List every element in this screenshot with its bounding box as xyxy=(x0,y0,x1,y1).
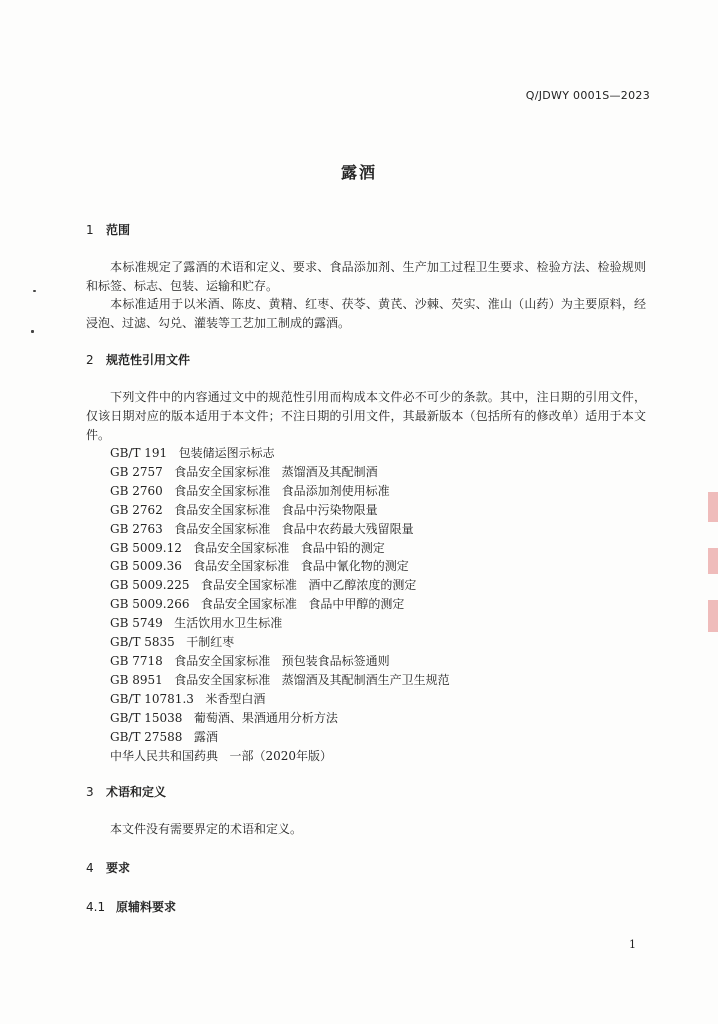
section-4-1-heading xyxy=(86,898,176,915)
reference-item: GB 2757 食品安全国家标准 蒸馏酒及其配制酒 xyxy=(110,464,378,479)
paragraph-text: 本标准规定了露酒的术语和定义、要求、食品添加剂、生产加工过程卫生要求、检验方法、检验规则和标签、标志、包装、运输和贮存。 xyxy=(86,260,646,293)
section-title: 规范性引用文件 xyxy=(106,353,191,367)
reference-list xyxy=(110,444,450,765)
section-4-heading xyxy=(86,859,130,876)
section-number: 4 xyxy=(86,861,94,875)
section-number: 1 xyxy=(86,223,94,237)
section-title: 要求 xyxy=(106,861,131,875)
section-title: 范围 xyxy=(106,223,131,237)
reference-item: GB 8951 食品安全国家标准 蒸馏酒及其配制酒生产卫生规范 xyxy=(110,672,450,687)
reference-item: GB/T 15038 葡萄酒、果酒通用分析方法 xyxy=(110,710,338,725)
reference-item: GB/T 5835 干制红枣 xyxy=(110,635,235,650)
reference-item: GB/T 27588 露酒 xyxy=(110,729,218,744)
stamp-edge-mark xyxy=(708,492,718,522)
reference-item: GB/T 191 包装储运图示标志 xyxy=(110,446,275,460)
stamp-edge-mark xyxy=(708,600,718,632)
stamp-edge-mark xyxy=(708,548,718,574)
reference-item: GB/T 10781.3 米香型白酒 xyxy=(110,691,266,706)
section-number: 4.1 xyxy=(86,900,106,914)
paragraph-text: 本文件没有需要界定的术语和定义。 xyxy=(110,822,303,836)
section-number: 2 xyxy=(86,353,94,367)
section-title: 原辅料要求 xyxy=(116,900,177,914)
section-title: 术语和定义 xyxy=(106,785,167,799)
reference-item: GB 2762 食品安全国家标准 食品中污染物限量 xyxy=(110,502,378,517)
reference-item: GB 5749 生活饮用水卫生标准 xyxy=(110,616,283,631)
section-number: 3 xyxy=(86,785,94,799)
page-number: 1 xyxy=(629,938,636,951)
section-2-heading xyxy=(86,351,190,368)
section-1-heading xyxy=(86,221,130,238)
scan-speck xyxy=(31,330,34,333)
paragraph-text: 本标准适用于以米酒、陈皮、黄精、红枣、茯苓、黄芪、沙棘、芡实、淮山（山药）为主要原料，经浸泡、过滤、勾兑、灌装等工艺加工制成的露酒。 xyxy=(86,297,646,330)
reference-item: GB 7718 食品安全国家标准 预包装食品标签通则 xyxy=(110,653,390,668)
paragraph-text: 下列文件中的内容通过文中的规范性引用而构成本文件必不可少的条款。其中，注日期的引用文件，仅该日期对应的版本适用于本文件；不注日期的引用文件，其最新版本（包括所有的修改单）适用于本文件。 xyxy=(86,390,646,442)
scope-paragraph-1 xyxy=(86,258,646,296)
reference-item: GB 5009.266 食品安全国家标准 食品中甲醇的测定 xyxy=(110,597,405,612)
document-code: Q/JDWY 0001S—2023 xyxy=(525,89,650,102)
scan-speck xyxy=(33,290,36,292)
section-3-heading xyxy=(86,783,166,800)
document-title: 露酒 xyxy=(340,163,377,182)
references-intro xyxy=(86,388,646,445)
reference-item: GB 5009.36 食品安全国家标准 食品中氰化物的测定 xyxy=(110,559,409,574)
reference-item: GB 5009.12 食品安全国家标准 食品中铅的测定 xyxy=(110,540,385,555)
scope-paragraph-2 xyxy=(86,295,646,333)
terms-paragraph xyxy=(86,820,646,839)
reference-item: 中华人民共和国药典 一部（2020年版） xyxy=(110,748,332,763)
reference-item: GB 2760 食品安全国家标准 食品添加剂使用标准 xyxy=(110,483,390,498)
reference-item: GB 5009.225 食品安全国家标准 酒中乙醇浓度的测定 xyxy=(110,578,417,593)
reference-item: GB 2763 食品安全国家标准 食品中农药最大残留限量 xyxy=(110,521,414,536)
